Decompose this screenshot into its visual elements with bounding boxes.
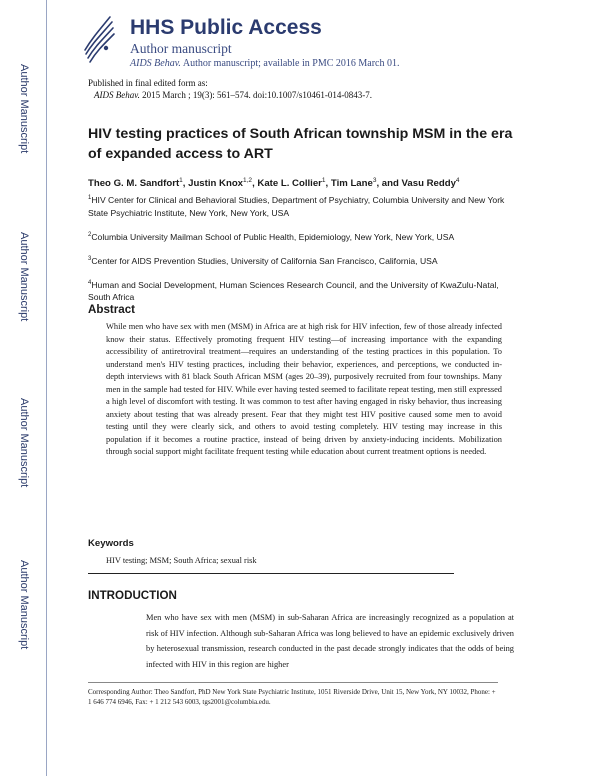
side-divider [46,0,47,776]
citation-text: 2015 March ; 19(3): 561–574. doi:10.1007/s10461-014-0843-7. [139,90,373,100]
author-sep: , [325,178,331,190]
affiliation-text: Columbia University Mailman School of Public Health, Epidemiology, New York, New York, USA [91,231,455,242]
affiliation-sup: 4 [88,279,92,286]
author-sup: 1 [179,177,183,184]
corresponding-author-footnote: Corresponding Author: Theo Sandfort, PhD New York State Psychiatric Institute, 1051 Riverside Drive, Unit 15, New York, NY 10032, Phone: + 1 646 774 6946, Fax: + 1 212 543 6003, tgs2001@columbia.edu. [88,688,496,706]
abstract-text: While men who have sex with men (MSM) in Africa are at high risk for HIV infection, few of those already infected know their status. Effectively promoting frequent HIV testing—of increasing importance with the expanding accessibility of antiretroviral treatment—requires an understanding of the testing practices in this population. To understand men's HIV testing practices, including their behavior, experiences, and perceptions, we conducted in-depth interviews with 81 black South African MSM (ages 20–39), purposively recruited from four townships. Many men in the sample had tested for HIV. While ever having tested seemed to facilitate repeat testing, men still expressed a high level of discomfort with testing. It was common to test after having engaged in risky behavior, thus increasing anxiety about testing that was already present. Fear that they might test HIV positive caused some men to avoid testing until they were clearly sick, and others to avoid testing completely. HIV testing may increase in this population if it becomes a routine practice, instead of being driven by anxiety-inducing incidents. Mobilization through social support might facilitate frequent testing while education about current treatment options is needed. [106,322,502,456]
publication-info [88,77,372,101]
publication-line: Published in final edited form as: [88,78,208,88]
author-sup: 1,2 [243,177,253,184]
introduction-text: Men who have sex with men (MSM) in sub-Saharan Africa are increasingly recognized as a population at risk of HIV infection. Although sub-Saharan Africa was long believed to have an epidemic exclusively driven by heterosexual transmission, research conducted in the past decade strongly indicates that the odds of being infected with HIV in this region are higher [146,613,514,669]
author-name: Tim Lane [330,178,373,190]
affiliation-item [88,253,508,268]
hhs-eagle-logo-icon [82,14,116,64]
author-name: Theo G. M. Sandfort [88,178,180,190]
citation-line [88,89,372,101]
article-title: HIV testing practices of South African township MSM in the era of expanded access to ART [88,126,513,162]
affiliation-sup: 2 [88,231,92,238]
author-sup: 1 [321,177,326,184]
brand-title: HHS Public Access [130,16,322,39]
affiliation-item [88,192,508,220]
author-name: Vasu Reddy [401,178,456,190]
affiliation-text: HIV Center for Clinical and Behavioral Studies, Department of Psychiatry, Columbia University and New York State Psychiatric Institute, New York, New York, USA [88,194,505,218]
author-name: Justin Knox [188,178,244,190]
affiliation-item [88,277,508,305]
brand-subtitle: Author manuscript [130,41,232,56]
author-sup: 4 [455,177,460,184]
side-label-author-manuscript: Author Manuscript [18,64,30,154]
side-label-author-manuscript: Author Manuscript [18,398,30,488]
affiliation-sup: 3 [88,255,92,262]
side-label-author-manuscript: Author Manuscript [18,232,30,322]
affiliation-text: Human and Social Development, Human Sciences Research Council, and the University of KwaZulu-Natal, South Africa [88,279,499,303]
author-sup: 3 [372,177,377,184]
abstract-heading: Abstract [88,303,136,316]
affiliation-text: Center for AIDS Prevention Studies, University of California San Francisco, California, USA [91,255,438,266]
affiliation-item [88,229,508,244]
keywords-text: HIV testing; MSM; South Africa; sexual risk [106,556,257,565]
availability-text: Author manuscript; available in PMC 2016 March 01. [180,58,400,69]
author-name: Kate L. Collier [257,178,322,190]
citation-journal: AIDS Behav. [94,90,140,100]
footnote-divider [88,682,498,683]
affiliation-sup: 1 [88,195,92,201]
author-sep: , [252,178,258,190]
journal-name: AIDS Behav. [130,58,181,69]
hhs-header [82,14,562,72]
introduction-heading: INTRODUCTION [88,589,177,602]
keywords-divider [88,573,454,574]
author-list [88,177,528,189]
affiliations [88,192,508,313]
side-label-author-manuscript: Author Manuscript [18,560,30,650]
author-sep: , and [376,178,402,190]
author-sep: , [182,178,189,190]
keywords-heading: Keywords [88,538,134,549]
availability-line [130,58,400,69]
